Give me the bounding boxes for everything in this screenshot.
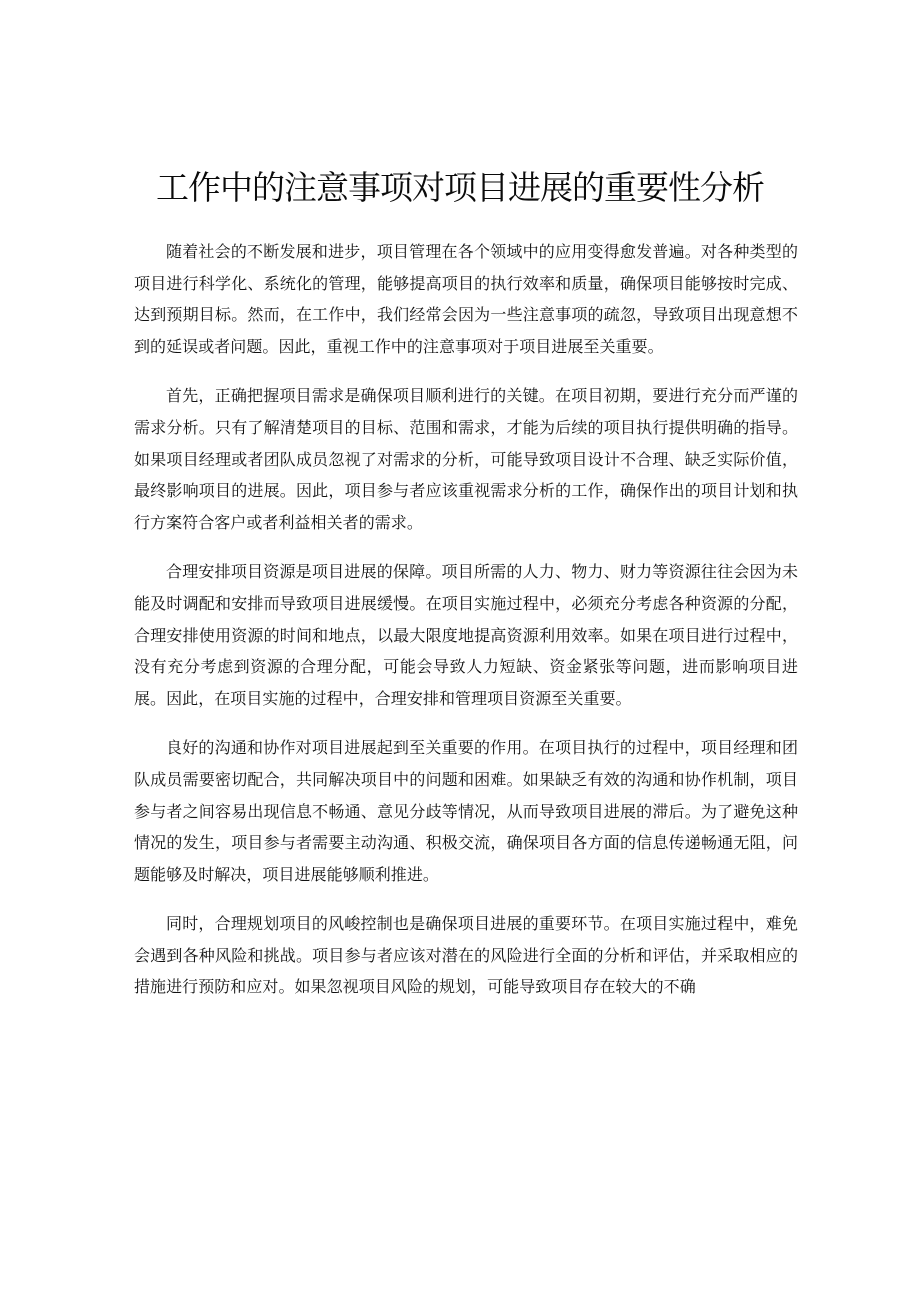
paragraph-5: 同时，合理规划项目的风峻控制也是确保项目进展的重要环节。在项目实施过程中，难免会遇到各种风险和挑战。项目参与者应该对潜在的风险进行全面的分析和评估，并采取相应的措施进行预防和应对。如果忽视项目风险的规划，可能导致项目存在较大的不确 <box>134 914 798 997</box>
paragraph-2: 首先，正确把握项目需求是确保项目顺利进行的关键。在项目初期，要进行充分而严谨的需求分析。只有了解清楚项目的目标、范围和需求，才能为后续的项目执行提供明确的指导。如果项目经理或者团队成员忽视了对需求的分析，可能导致项目设计不合理、缺乏实际价值，最终影响项目的进展。因此，项目参与者应该重视需求分析的工作，确保作出的项目计划和执行方案符合客户或者利益相关者的需求。 <box>134 386 798 532</box>
paragraph-1: 随着社会的不断发展和进步，项目管理在各个领域中的应用变得愈发普遍。对各种类型的项目进行科学化、系统化的管理，能够提高项目的执行效率和质量，确保项目能够按时完成、达到预期目标。然而，在工作中，我们经常会因为一些注意事项的疏忽，导致项目出现意想不到的延误或者问题。因此，重视工作中的注意事项对于项目进展至关重要。 <box>134 242 798 356</box>
document-body <box>134 236 798 1021</box>
paragraph-3: 合理安排项目资源是项目进展的保障。项目所需的人力、物力、财力等资源往往会因为未能及时调配和安排而导致项目进展缓慢。在项目实施过程中，必须充分考虑各种资源的分配，合理安排使用资源的时间和地点，以最大限度地提高资源利用效率。如果在项目进行过程中，没有充分考虑到资源的合理分配，可能会导致人力短缺、资金紧张等问题，进而影响项目进展。因此，在项目实施的过程中，合理安排和管理项目资源至关重要。 <box>134 562 798 708</box>
page-title: 工作中的注意事项对项目进展的重要性分析 <box>156 168 764 207</box>
paragraph-4: 良好的沟通和协作对项目进展起到至关重要的作用。在项目执行的过程中，项目经理和团队成员需要密切配合，共同解决项目中的问题和困难。如果缺乏有效的沟通和协作机制，项目参与者之间容易出现信息不畅通、意见分歧等情况，从而导致项目进展的滞后。为了避免这种情况的发生，项目参与者需要主动沟通、积极交流，确保项目各方面的信息传递畅通无阻，问题能够及时解决，项目进展能够顺利推进。 <box>134 738 798 884</box>
